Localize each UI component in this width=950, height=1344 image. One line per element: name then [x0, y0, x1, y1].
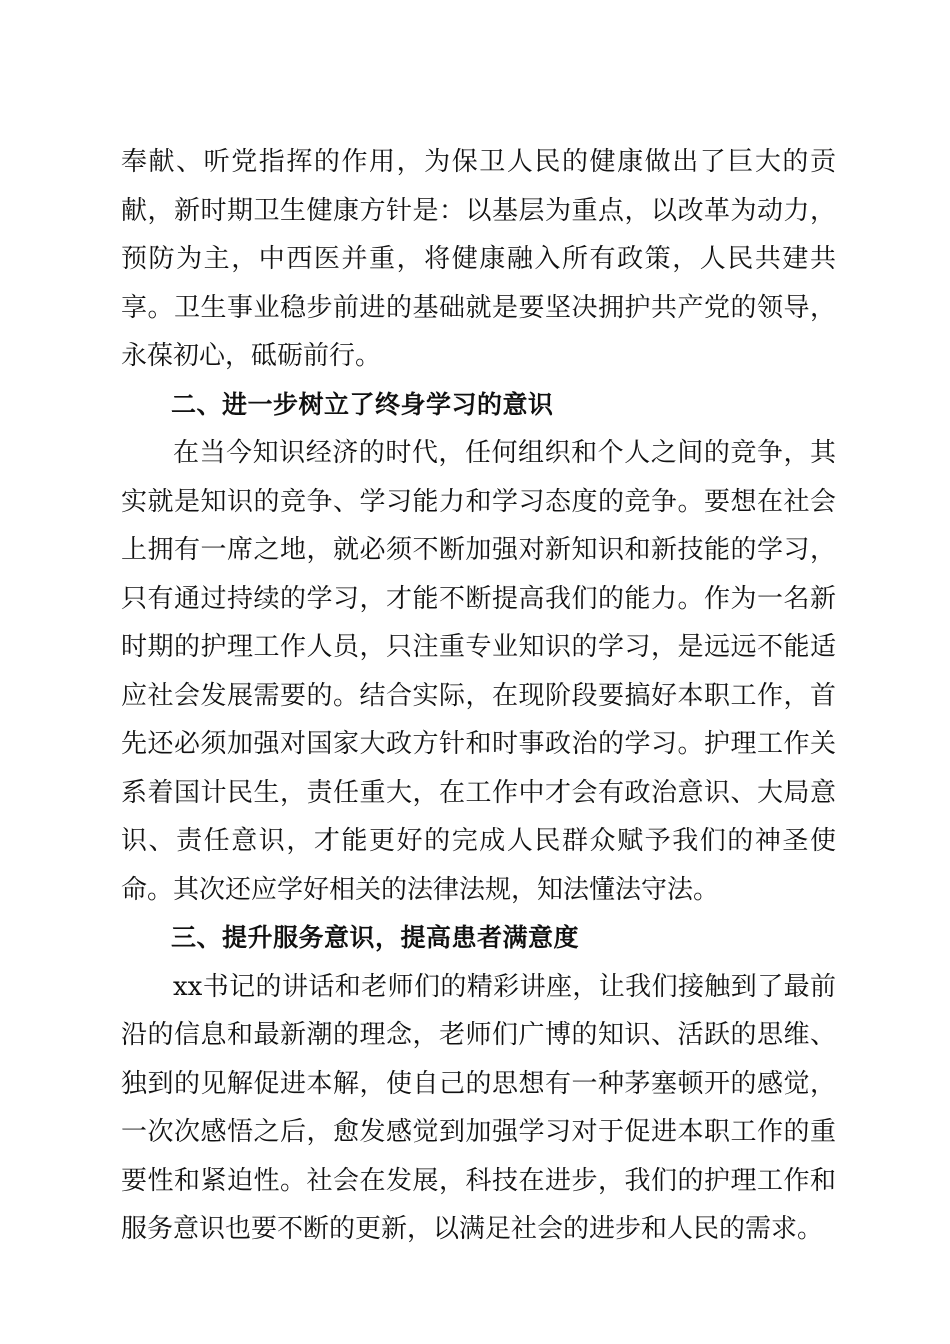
section-heading-3: 三、提升服务意识，提高患者满意度 — [171, 923, 580, 952]
section-heading-2: 二、进一步树立了终身学习的意识 — [171, 389, 554, 419]
document-body — [121, 138, 836, 1254]
section-body-3: xx书记的讲话和老师们的精彩讲座，让我们接触到了最前沿的信息和最新潮的理念，老师们广博的知识、活跃的思维、独到的见解促进本解，使自己的思想有一种茅塞顿开的感觉，一次次感悟之后，愈发感觉到加强学习对于促进本职工作的重要性和紧迫性。社会在发展，科技在进步，我们的护理工作和服务意识也要不断的更新，以满足社会的进步和人民的需求。 — [121, 971, 836, 1244]
section-body-2: 在当今知识经济的时代，任何组织和个人之间的竞争，其实就是知识的竞争、学习能力和学习态度的竞争。要想在社会上拥有一席之地，就必须不断加强对新知识和新技能的学习，只有通过持续的学习，才能不断提高我们的能力。作为一名新时期的护理工作人员，只注重专业知识的学习，是远远不能适应社会发展需要的。结合实际，在现阶段要搞好本职工作，首先还必须加强对国家大政方针和时事政治的学习。护理工作关系着国计民生，责任重大，在工作中才会有政治意识、大局意识、责任意识，才能更好的完成人民群众赋予我们的神圣使命。其次还应学好相关的法律法规，知法懂法守法。 — [121, 438, 836, 905]
paragraph-continuation: 奉献、听党指挥的作用，为保卫人民的健康做出了巨大的贡献，新时期卫生健康方针是：以基层为重点，以改革为动力，预防为主，中西医并重，将健康融入所有政策，人民共建共享。卫生事业稳步前进的基础就是要坚决拥护共产党的领导，永葆初心，砥砺前行。 — [121, 147, 836, 371]
